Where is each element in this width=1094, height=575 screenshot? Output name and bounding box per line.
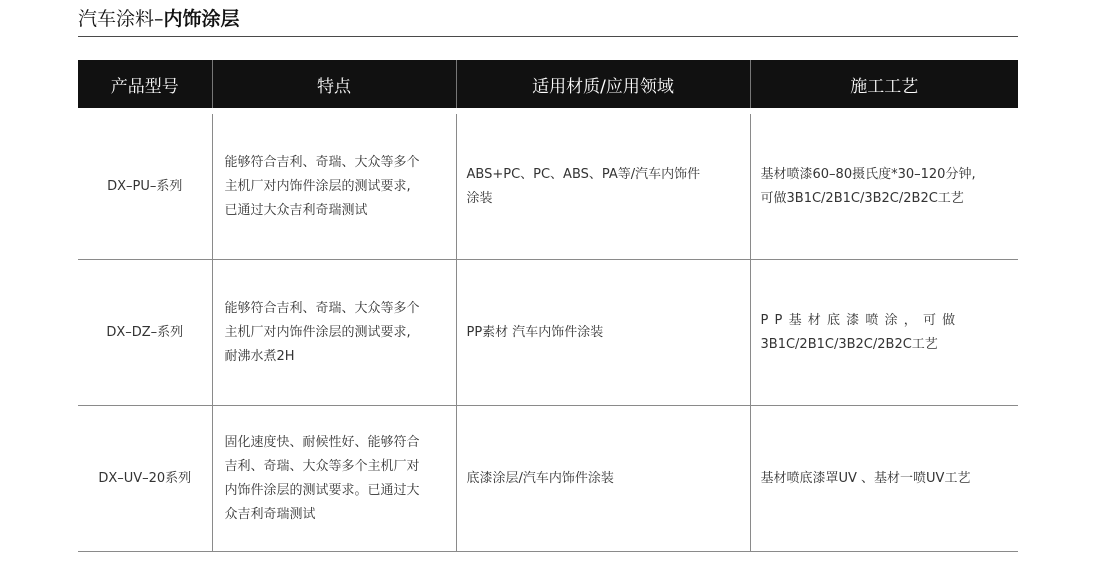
column-header-materials: 适用材质/应用领域	[456, 60, 750, 111]
cell-process	[750, 260, 1018, 406]
text-line: 内饰件涂层的测试要求。已通过大	[224, 482, 420, 498]
text-line: 已通过大众吉利奇瑞测试	[224, 202, 368, 218]
cell-model: DX–UV–20系列	[78, 406, 212, 552]
text-line: ABS+PC、PC、ABS、PA等/汽车内饰件	[466, 166, 701, 182]
text-line: 主机厂对内饰件涂层的测试要求,	[224, 178, 411, 194]
cell-materials	[456, 406, 750, 552]
table-header-row	[78, 60, 1018, 111]
cell-materials	[456, 260, 750, 406]
cell-features	[212, 260, 456, 406]
column-header-features: 特点	[212, 60, 456, 111]
page-title	[78, 6, 240, 32]
product-spec-table	[78, 60, 1018, 552]
table-row	[78, 260, 1018, 406]
cell-materials	[456, 111, 750, 260]
text-line: 能够符合吉利、奇瑞、大众等多个	[224, 154, 420, 170]
text-line: 耐沸水煮2H	[224, 348, 295, 364]
text-line: 主机厂对内饰件涂层的测试要求,	[224, 324, 411, 340]
cell-model: DX–DZ–系列	[78, 260, 212, 406]
table-row	[78, 406, 1018, 552]
text-line: 3B1C/2B1C/3B2C/2B2C工艺	[760, 336, 938, 352]
cell-features	[212, 111, 456, 260]
cell-process	[750, 406, 1018, 552]
column-header-process: 施工工艺	[750, 60, 1018, 111]
text-line: 可做3B1C/2B1C/3B2C/2B2C工艺	[760, 190, 964, 206]
cell-features	[212, 406, 456, 552]
text-line: 基材喷底漆罩UV 、基材一喷UV工艺	[760, 470, 971, 486]
text-line: 底漆涂层/汽车内饰件涂装	[466, 470, 614, 486]
text-line: 能够符合吉利、奇瑞、大众等多个	[224, 300, 420, 316]
text-line: PP基材底漆喷涂，可做	[760, 312, 962, 328]
text-line: 固化速度快、耐候性好、能够符合	[224, 434, 420, 450]
table-row	[78, 111, 1018, 260]
cell-process	[750, 111, 1018, 260]
column-header-model: 产品型号	[78, 60, 212, 111]
page-title-emphasis: 内饰涂层	[163, 8, 240, 30]
text-line: 涂装	[466, 190, 493, 206]
page-title-prefix: 汽车涂料–	[78, 8, 164, 30]
text-line: PP素材 汽车内饰件涂装	[466, 324, 604, 340]
text-line: 基材喷漆60–80摄氏度*30–120分钟,	[760, 166, 976, 182]
text-line: 吉利、奇瑞、大众等多个主机厂对	[224, 458, 420, 474]
text-line: 众吉利奇瑞测试	[224, 506, 316, 522]
heading-divider	[78, 36, 1018, 37]
cell-model: DX–PU–系列	[78, 111, 212, 260]
